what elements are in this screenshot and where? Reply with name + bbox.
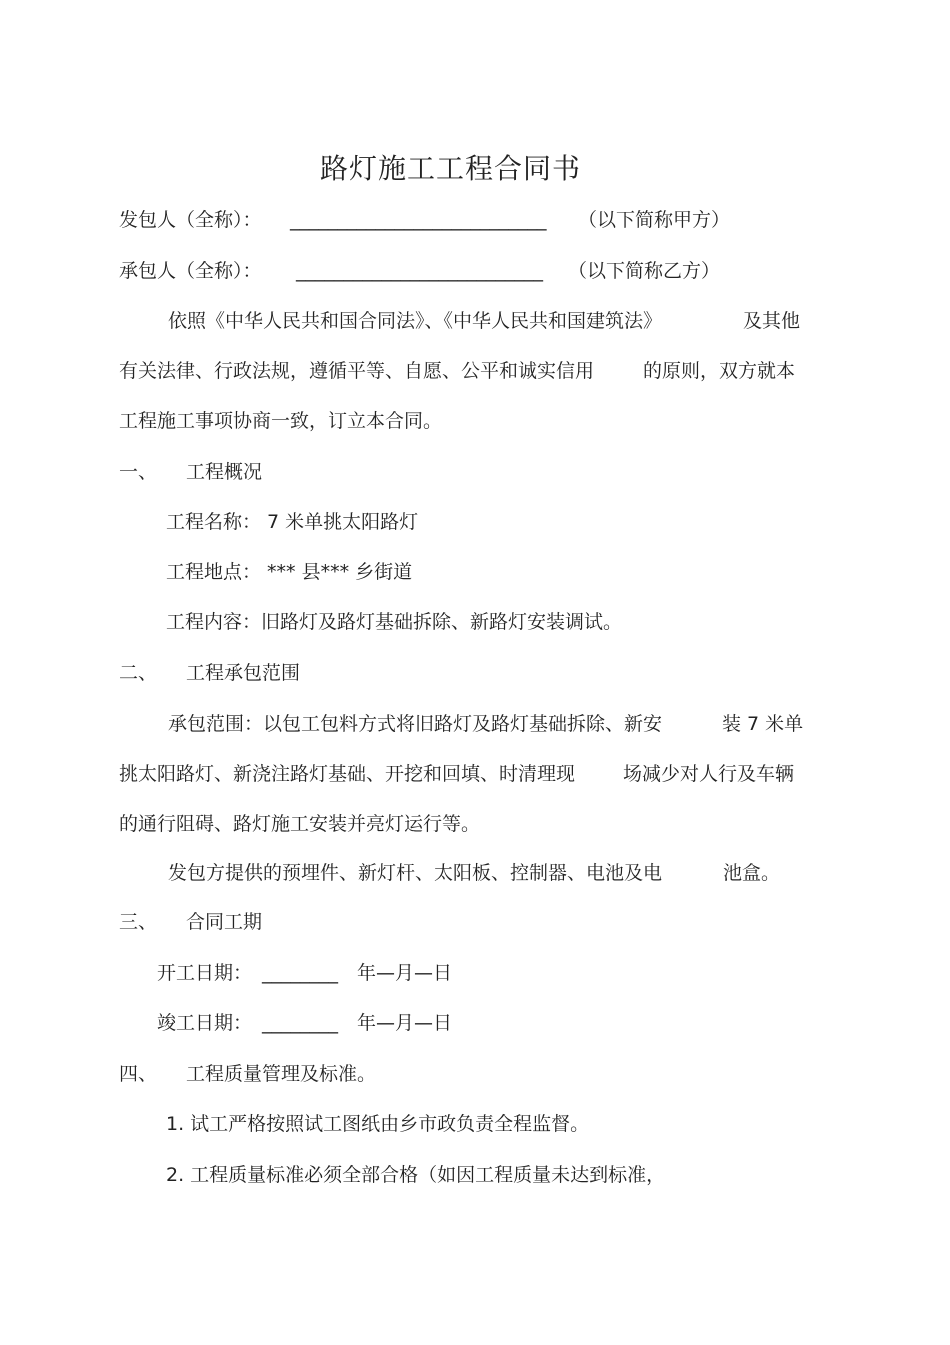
scope-line2-end: 场减少对人行及车辆 — [623, 763, 795, 785]
party-b-label: 承包人（全称）： — [119, 260, 262, 282]
party-b-suffix: （以下简称乙方） — [568, 260, 721, 282]
preamble-line2: 有关法律、行政法规，遵循平等、自愿、公平和诚实信用 — [119, 360, 595, 382]
scope-line1: 承包范围：以包工包料方式将旧路灯及路灯基础拆除、新安 — [168, 713, 663, 735]
project-location: 工程地点： *** 县*** 乡街道 — [166, 561, 413, 583]
start-date-label: 开工日期： — [157, 962, 253, 984]
section4-number: 四、 — [119, 1063, 158, 1085]
scope-line2: 挑太阳路灯、新浇注路灯基础、开挖和回填、时清理现 — [119, 763, 576, 785]
preamble-line1: 依照《中华人民共和国合同法》、《中华人民共和国建筑法》 — [168, 310, 663, 332]
quality-item-1: 1. 试工严格按照试工图纸由乡市政负责全程监督。 — [166, 1113, 590, 1135]
end-date-label: 竣工日期： — [157, 1012, 253, 1034]
end-date-suffix: 年—月—日 — [357, 1012, 453, 1034]
party-a-blank: ___________________________ — [290, 209, 547, 231]
party-b-blank: __________________________ — [296, 260, 543, 282]
project-content: 工程内容：旧路灯及路灯基础拆除、新路灯安装调试。 — [166, 611, 623, 633]
scope-line3: 的通行阻碍、路灯施工安装并亮灯运行等。 — [119, 813, 481, 835]
preamble-line3: 工程施工事项协商一致，订立本合同。 — [119, 410, 443, 432]
project-name: 工程名称： 7 米单挑太阳路灯 — [166, 511, 419, 533]
party-a-label: 发包人（全称）： — [119, 209, 262, 231]
section1-heading: 工程概况 — [186, 461, 263, 483]
start-date-suffix: 年—月—日 — [357, 962, 453, 984]
section2-number: 二、 — [119, 662, 158, 684]
scope-line1-end: 装 7 米单 — [722, 713, 804, 735]
end-date-blank: ________ — [262, 1012, 338, 1034]
section3-number: 三、 — [119, 911, 158, 933]
section4-heading: 工程质量管理及标准。 — [186, 1063, 377, 1085]
quality-item-2: 2. 工程质量标准必须全部合格（如因工程质量未达到标准， — [166, 1164, 666, 1186]
start-date-blank: ________ — [262, 962, 338, 984]
document-title: 路灯施工工程合同书 — [320, 152, 582, 185]
section1-number: 一、 — [119, 461, 158, 483]
preamble-line1-end: 及其他 — [743, 310, 801, 332]
supply-line-end: 池盒。 — [723, 862, 781, 884]
section3-heading: 合同工期 — [186, 911, 263, 933]
supply-line: 发包方提供的预埋件、新灯杆、太阳板、控制器、电池及电 — [168, 862, 663, 884]
preamble-line2-end: 的原则，双方就本 — [643, 360, 796, 382]
party-a-suffix: （以下简称甲方） — [578, 209, 731, 231]
section2-heading: 工程承包范围 — [186, 662, 301, 684]
